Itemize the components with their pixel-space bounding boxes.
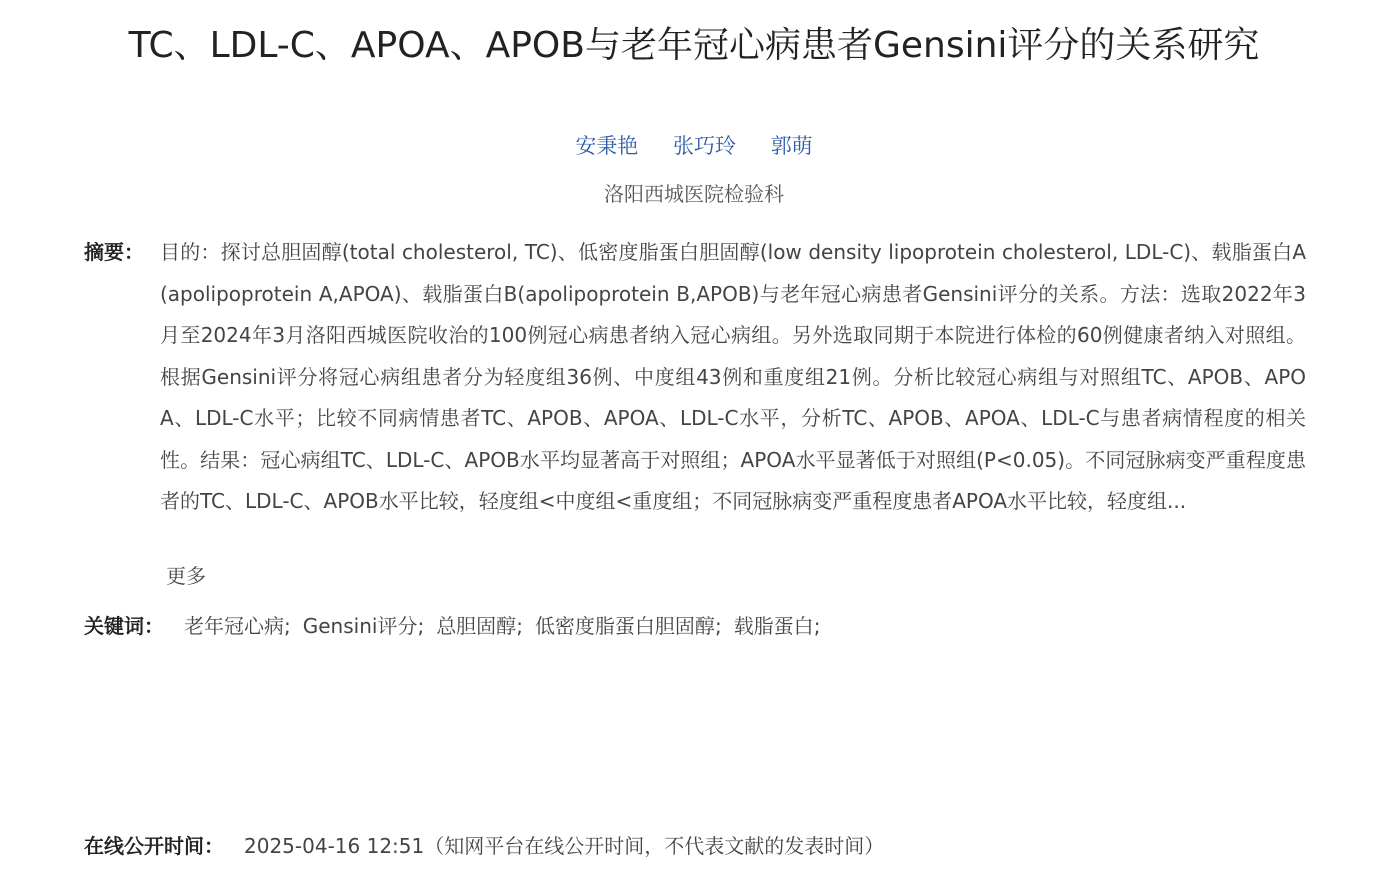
keywords-section xyxy=(84,608,1306,644)
keyword-separator: ; xyxy=(284,614,291,638)
keyword-link[interactable]: Gensini评分 xyxy=(302,614,418,638)
author-link[interactable]: 安秉艳 xyxy=(575,134,639,158)
abstract-label: 摘要： xyxy=(84,240,144,264)
keyword-separator: ; xyxy=(417,614,425,638)
abstract-text: 目的：探讨总胆固醇(total cholesterol, TC)、低密度脂蛋白胆固醇(low density lipoprotein cholesterol, LDL-C)、载脂蛋白A(apolipoprotein A,APOA)、载脂蛋白B(apolipoprotein B,APOB)与老年冠心病患者Gensini评分的关系。方法：选取2022年3月至2024年3月洛阳西城医院收治的100例冠心病患者纳入冠心病组。另外选取同期于本院进行体检的60例健康者纳入对照组。根据Gensini评分将冠心病组患者分为轻度组36例、中度组43例和重度组21例。分析比较冠心病组与对照组TC、APOB、APOA、LDL-C水平；比较不同病情患者TC、APOB、APOA、LDL-C水平，分析TC、APOB、APOA、LDL-C与患者病情程度的相关性。结果：冠心病组TC、LDL-C、APOB水平均显著高于对照组；APOA水平显著低于对照组(P<0.05)。不同冠脉病变严重程度患者的TC、LDL-C、APOB水平比较，轻度组<中度组<重度组；不同冠脉病变严重程度患者APOA水平比较，轻度组... xyxy=(160,240,1306,513)
publish-time-label: 在线公开时间： xyxy=(84,834,224,858)
keywords-label: 关键词： xyxy=(84,614,164,638)
keyword-link[interactable]: 老年冠心病 xyxy=(184,614,284,638)
publish-note: （知网平台在线公开时间，不代表文献的发表时间） xyxy=(424,834,885,858)
author-link[interactable]: 郭萌 xyxy=(770,134,813,158)
keyword-separator: ; xyxy=(714,614,722,638)
expand-abstract-button[interactable]: 更多 xyxy=(166,564,206,588)
keyword-separator: ; xyxy=(516,614,523,638)
keyword-separator: ; xyxy=(813,614,821,638)
publish-time-row xyxy=(84,828,884,864)
keyword-link[interactable]: 低密度脂蛋白胆固醇 xyxy=(534,614,715,638)
affiliation-link[interactable]: 洛阳西城医院检验科 xyxy=(604,182,784,206)
author-link[interactable]: 张巧玲 xyxy=(673,134,736,158)
page-title: TC、LDL-C、APOA、APOB与老年冠心病患者Gensini评分的关系研究 xyxy=(128,25,1260,66)
keyword-link[interactable]: 总胆固醇 xyxy=(436,614,517,638)
abstract-section xyxy=(84,232,1306,523)
author-list xyxy=(0,130,1388,162)
keyword-link[interactable]: 载脂蛋白 xyxy=(733,614,814,638)
publish-datetime: 2025-04-16 12:51 xyxy=(244,834,425,858)
